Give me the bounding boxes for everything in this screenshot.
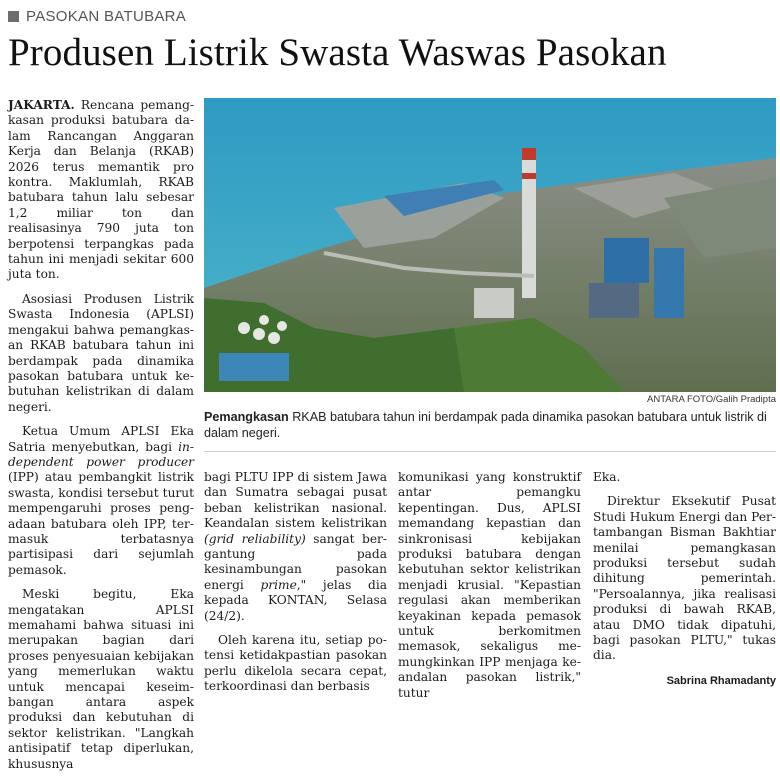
article-paragraph: [8, 424, 194, 578]
article-column-2: [204, 470, 387, 704]
article-column-4: [593, 470, 776, 689]
aerial-photo-illustration: [204, 98, 776, 392]
article-paragraph: Direktur Eksekutif Pusat Studi Hukum Energi dan Pertambangan Bisman Bakhtiar menilai pemangkasan produksi tersebut sudah dihitung pemerintah. "Persoalannya, jika realisasi produksi di bawah RKAB, atau DMO tidak dipatuhi, bagi pasokan PLTU," tukas dia.: [593, 494, 776, 663]
paragraph-text: Ketua Umum APLSI Eka Satria menyebutkan, bagi: [8, 424, 194, 454]
photo-caption: [204, 409, 776, 441]
rubric-square-icon: [8, 11, 19, 22]
italic-term: independent power producer: [8, 439, 194, 469]
caption-text: RKAB batubara tahun ini berdampak pada dinamika pasokan batubara untuk listrik di dalam negeri.: [204, 410, 767, 440]
paragraph-text: Rencana pemangkasan produksi batubara dalam Rancangan Anggaran Kerja dan Belanja (RKAB) 2026 terus memantik pro kontra. Maklumlah, RKAB batubara tahun lalu sebesar 1,2 miliar ton dan realisasinya 790 juta ton berpotensi terpangkas pada tahun ini menjadi sekitar 600 juta ton.: [8, 98, 194, 282]
article-paragraph: [8, 98, 194, 283]
rubric: [8, 8, 186, 25]
italic-term: (grid reliability): [204, 531, 306, 546]
article-paragraph: Eka.: [593, 470, 621, 484]
article-column-1: [8, 98, 194, 781]
paragraph-text: bagi PLTU IPP di sistem Jawa dan Sumatra sebagai pusat beban kelistrikan nasional. Keandalan sistem kelistrikan: [204, 470, 387, 531]
paragraph-text: (IPP) atau pembangkit listrik swasta, kondisi tersebut turut mempengaruhi proses pengadaan batubara oleh IPP, termasuk terbatasnya partisipasi dari sejumlah pemasok.: [8, 470, 194, 577]
paragraph-text: sangat bergantung pada kesinambungan pasokan energi: [204, 531, 387, 592]
headline: Produsen Listrik Swasta Waswas Pasokan: [8, 31, 667, 74]
article-paragraph: komunikasi yang konstruktif antar pemangku kepentingan. Dus, APLSI memandang kepastian dan sinkronisasi kebijakan produksi batubara dengan kebutuhan sektor kelistrikan menjadi krusial. "Kepastian regulasi akan memberikan keyakinan kepada pemasok untuk berkomitmen memasok, sekaligus memungkinkan IPP menjaga keandalan pasokan listrik," tutur: [398, 470, 581, 700]
rubric-label: PASOKAN BATUBARA: [26, 8, 187, 25]
article-column-3: [398, 470, 581, 710]
article-paragraph: [204, 470, 387, 624]
dateline: JAKARTA.: [8, 98, 75, 112]
article-paragraph: Meski begitu, Eka mengatakan APLSI memahami bahwa situasi ini merupakan bagian dari proses penyesuaian kebijakan yang memerlukan waktu untuk mencapai keseimbangan antara aspek produksi dan kebutuhan di sektor kelistrikan. "Langkah antisipatif tetap diperlukan, khususnya: [8, 587, 194, 771]
caption-lead: Pemangkasan: [204, 410, 289, 424]
byline: Sabrina Rhamadanty: [666, 674, 776, 687]
power-plant-photo: [204, 98, 776, 392]
paragraph-text: ," jelas dia kepada KONTAN, Selasa (24/2).: [204, 577, 387, 623]
article-paragraph: Oleh karena itu, setiap potensi ketidakpastian pasokan perlu dikelola secara cepat, terkoordinasi dan berbasis: [204, 633, 387, 694]
caption-divider: [204, 451, 776, 452]
italic-term: prime: [260, 577, 297, 592]
article-paragraph: Asosiasi Produsen Listrik Swasta Indonesia (APLSI) mengakui bahwa pemangkasan RKAB batubara tahun ini berdampak pada dinamika pasokan batubara untuk kebutuhan kelistrikan di dalam negeri.: [8, 291, 194, 414]
photo-credit: ANTARA FOTO/Galih Pradipta: [647, 394, 776, 405]
